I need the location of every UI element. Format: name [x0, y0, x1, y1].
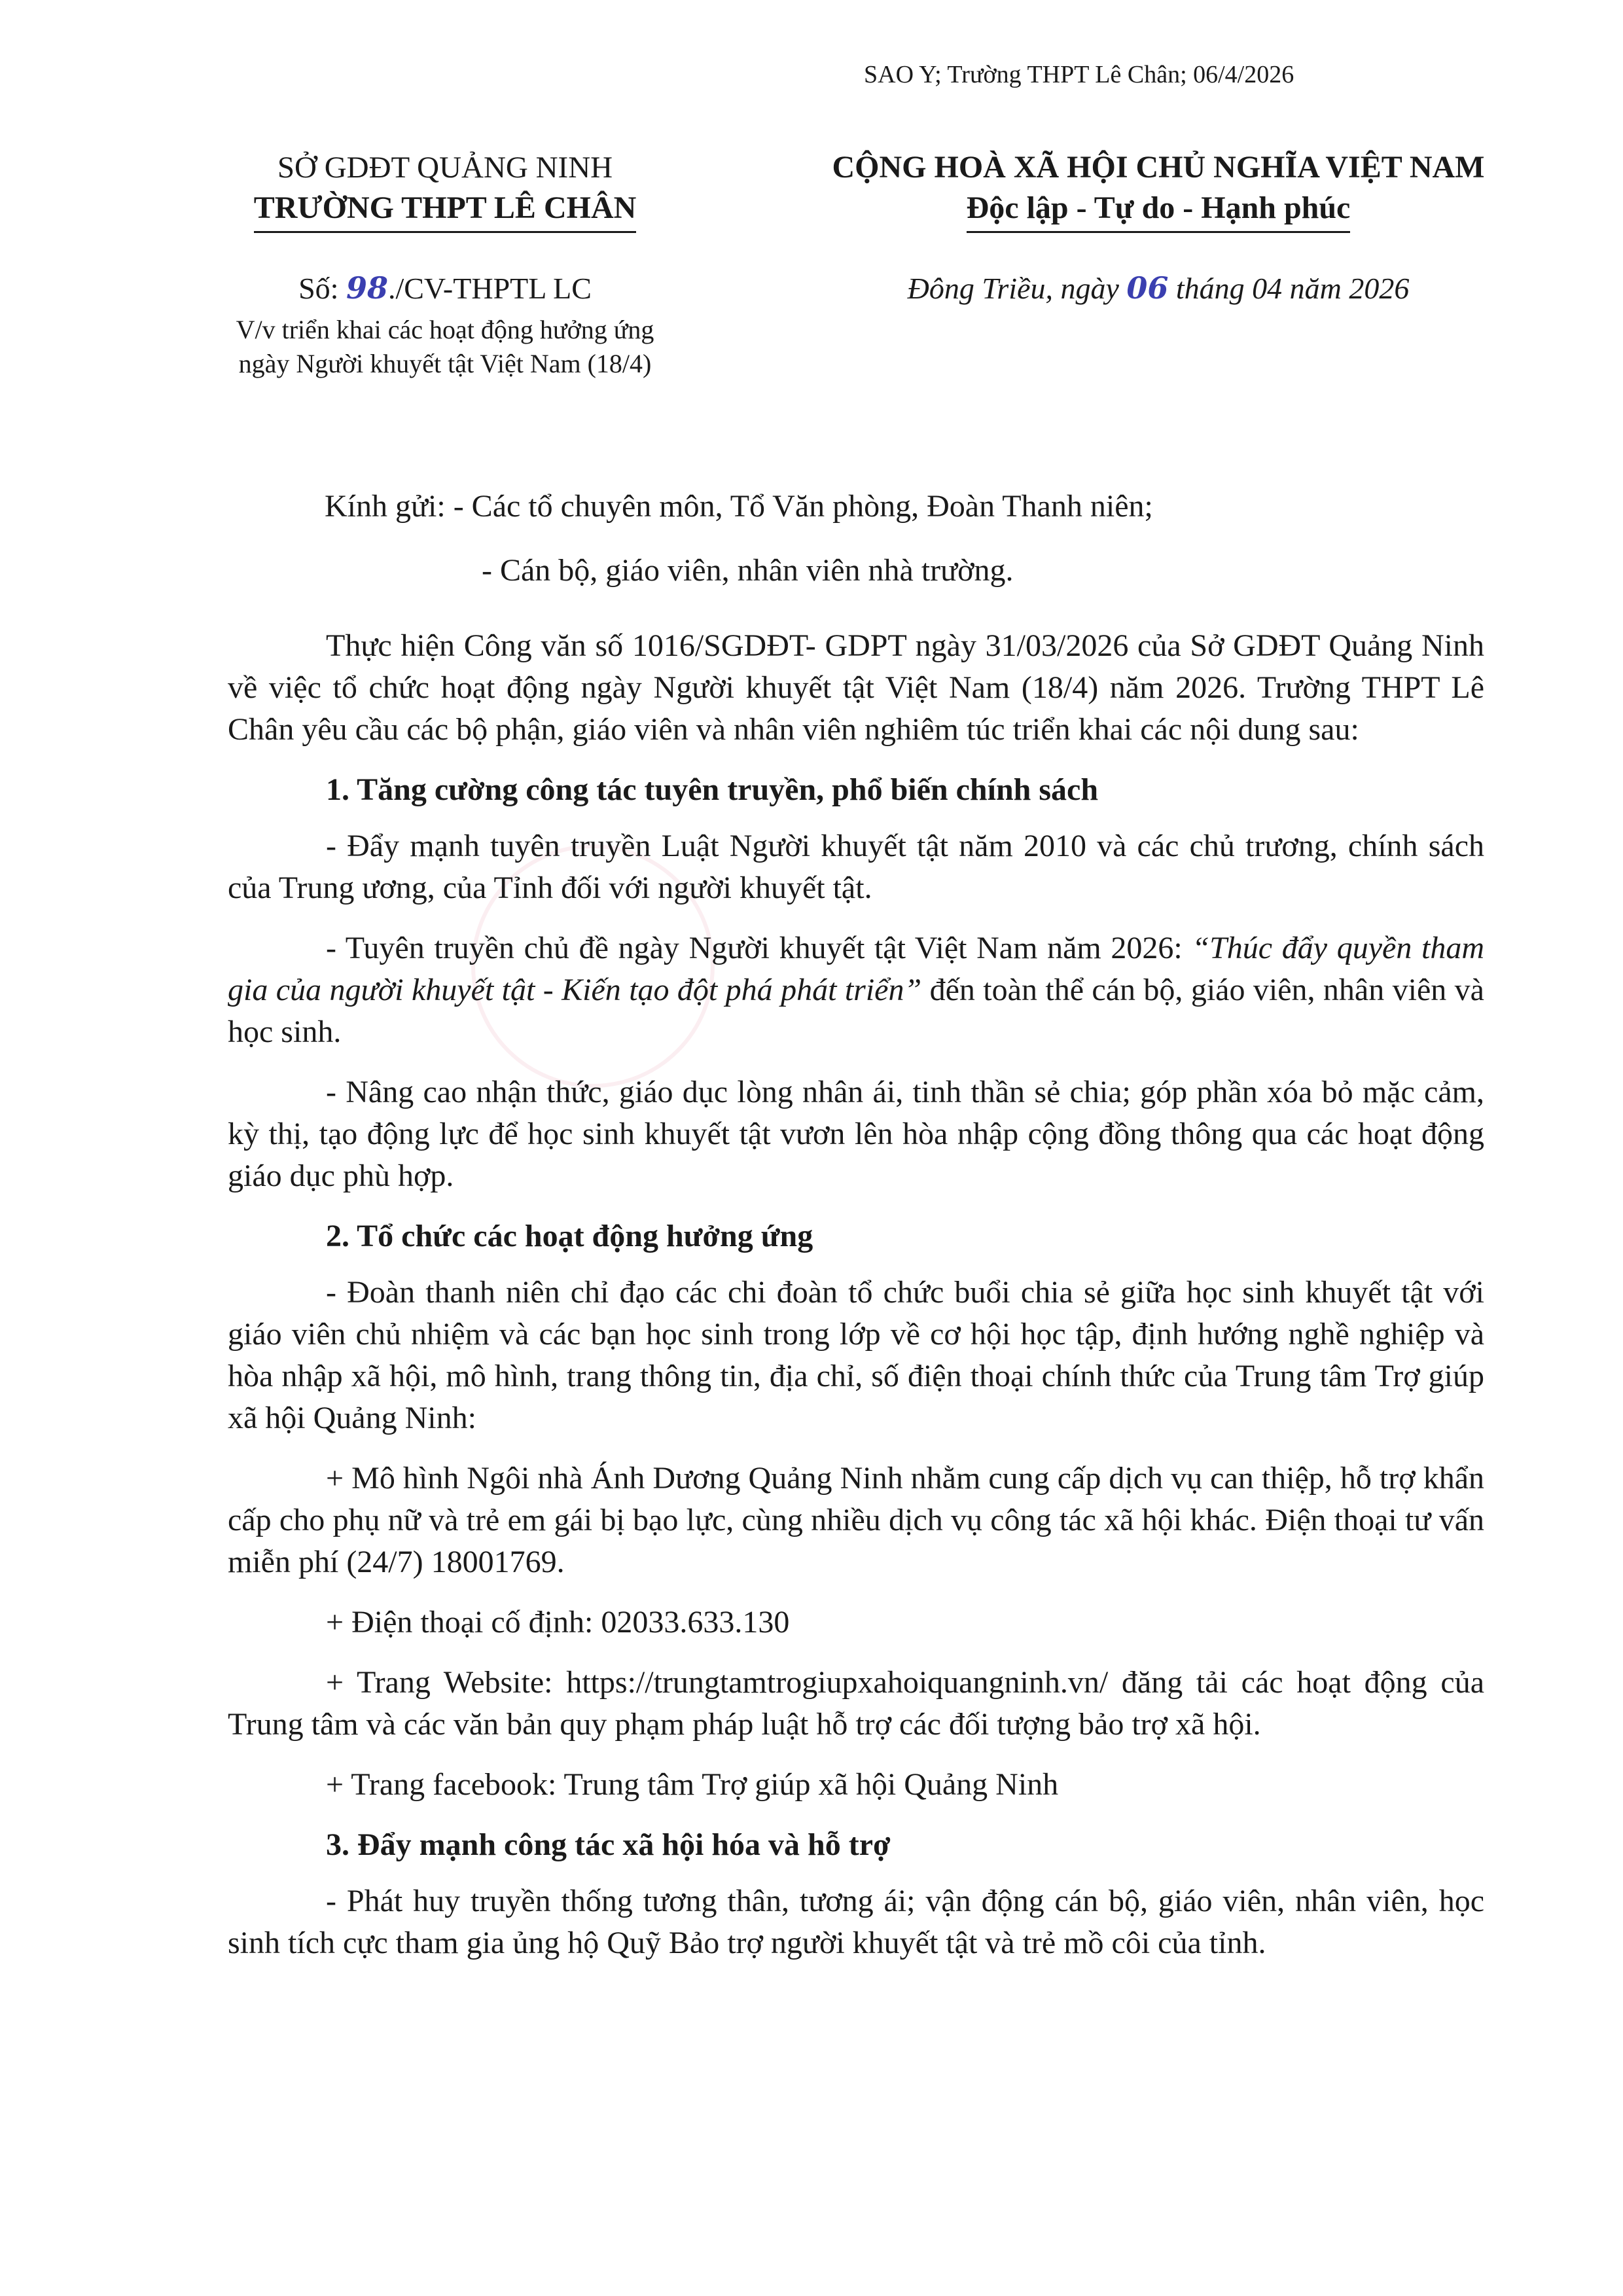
section-2-title: 2. Tổ chức các hoạt động hưởng ứng [326, 1219, 813, 1253]
section-1-title: 1. Tăng cường công tác tuyên truyền, phổ biến chính sách [326, 772, 1099, 807]
subject-line-2: ngày Người khuyết tật Việt Nam (18/4) [238, 349, 652, 378]
date-suffix: tháng 04 năm 2026 [1168, 272, 1410, 305]
copy-certification-note: SAO Y; Trường THPT Lê Chân; 06/4/2026 [864, 61, 1294, 88]
theme-quote: “Thúc đẩy quyền tham gia của người khuyết tật - Kiến tạo đột phá phát triển” [228, 931, 1485, 1007]
national-motto: Độc lập - Tự do - Hạnh phúc [967, 188, 1351, 233]
recipient-line-1: - Các tổ chuyên môn, Tổ Văn phòng, Đoàn Thanh niên; [453, 489, 1153, 524]
document-subject [157, 313, 733, 381]
section-2-paragraph-3: + Điện thoại cố định: 02033.633.130 [326, 1605, 790, 1640]
theme-audience: đến toàn thể cán bộ, giáo viên, nhân viên và học sinh. [228, 973, 1484, 1049]
subject-line-1: V/v triển khai các hoạt động hưởng ứng [236, 315, 654, 344]
recipient-line-2: - Cán bộ, giáo viên, nhân viên nhà trường. [482, 553, 1014, 588]
date-day-handwritten: 06 [1126, 270, 1169, 306]
section-1-paragraph-3: - Nâng cao nhận thức, giáo dục lòng nhân ái, tinh thần sẻ chia; góp phần xóa bỏ mặc cảm, kỳ thị, tạo động lực để học sinh khuyết tật vươn lên hòa nhập cộng đồng thông qua các hoạt động giáo dục phù hợp. [228, 1075, 1484, 1193]
school-name: TRƯỜNG THPT LÊ CHÂN [254, 188, 637, 233]
national-title-block [772, 147, 1544, 233]
recipient-row-1 [325, 475, 1153, 539]
recipients-label: Kính gửi: [325, 489, 446, 524]
section-3-title: 3. Đẩy mạnh công tác xã hội hóa và hỗ trợ [326, 1827, 891, 1862]
doc-number-suffix: ./CV-THPTL LC [387, 272, 592, 305]
section-2-paragraph-5: + Trang facebook: Trung tâm Trợ giúp xã hội Quảng Ninh [326, 1767, 1059, 1802]
nation-title: CỘNG HOÀ XÃ HỘI CHỦ NGHĨA VIỆT NAM [832, 150, 1485, 185]
place-date [772, 268, 1544, 308]
date-prefix: Đông Triều, ngày [907, 272, 1127, 305]
agency-name: SỞ GDĐT QUẢNG NINH [277, 151, 613, 185]
theme-intro: - Tuyên truyền chủ đề ngày Người khuyết tật Việt Nam năm 2026: [326, 931, 1192, 965]
section-2-paragraph-2: + Mô hình Ngôi nhà Ánh Dương Quảng Ninh nhằm cung cấp dịch vụ can thiệp, hỗ trợ khẩn cấp cho phụ nữ và trẻ em gái bị bạo lực, cùng nhiều dịch vụ công tác xã hội khác. Điện thoại tư vấn miễn phí (24/7) 18001769. [228, 1461, 1484, 1579]
section-3-paragraph-1: - Phát huy truyền thống tương thân, tương ái; vận động cán bộ, giáo viên, nhân viên, học sinh tích cực tham gia ủng hộ Quỹ Bảo trợ người khuyết tật và trẻ mồ côi của tỉnh. [228, 1884, 1484, 1960]
document-number [157, 268, 733, 308]
section-2-paragraph-1: - Đoàn thanh niên chỉ đạo các chi đoàn tổ chức buổi chia sẻ giữa học sinh khuyết tật với giáo viên chủ nhiệm và các bạn học sinh trong lớp về cơ hội học tập, định hướng nghề nghiệp và hòa nhập xã hội, mô hình, trang thông tin, địa chỉ, số điện thoại chính thức của Trung tâm Trợ giúp xã hội Quảng Ninh: [228, 1275, 1484, 1435]
document-body [228, 625, 1484, 1982]
section-2-paragraph-4: + Trang Website: https://trungtamtrogiupxahoiquangninh.vn/ đăng tải các hoạt động của Trung tâm và các văn bản quy phạm pháp luật hỗ trợ các đối tượng bảo trợ xã hội. [228, 1665, 1484, 1742]
issuing-agency-block [157, 147, 733, 233]
intro-paragraph: Thực hiện Công văn số 1016/SGDĐT- GDPT ngày 31/03/2026 của Sở GDĐT Quảng Ninh về việc tổ chức hoạt động ngày Người khuyết tật Việt Nam (18/4) năm 2026. Trường THPT Lê Chân yêu cầu các bộ phận, giáo viên và nhân viên nghiêm túc triển khai các nội dung sau: [228, 628, 1484, 747]
section-1-paragraph-2 [228, 927, 1484, 1053]
section-1-paragraph-1: - Đẩy mạnh tuyên truyền Luật Người khuyết tật năm 2010 và các chủ trương, chính sách của Trung ương, của Tỉnh đối với người khuyết tật. [228, 829, 1484, 905]
doc-number-prefix: Số: [298, 272, 346, 305]
doc-number-handwritten: 98 [346, 270, 388, 306]
recipients-block [325, 475, 1153, 603]
